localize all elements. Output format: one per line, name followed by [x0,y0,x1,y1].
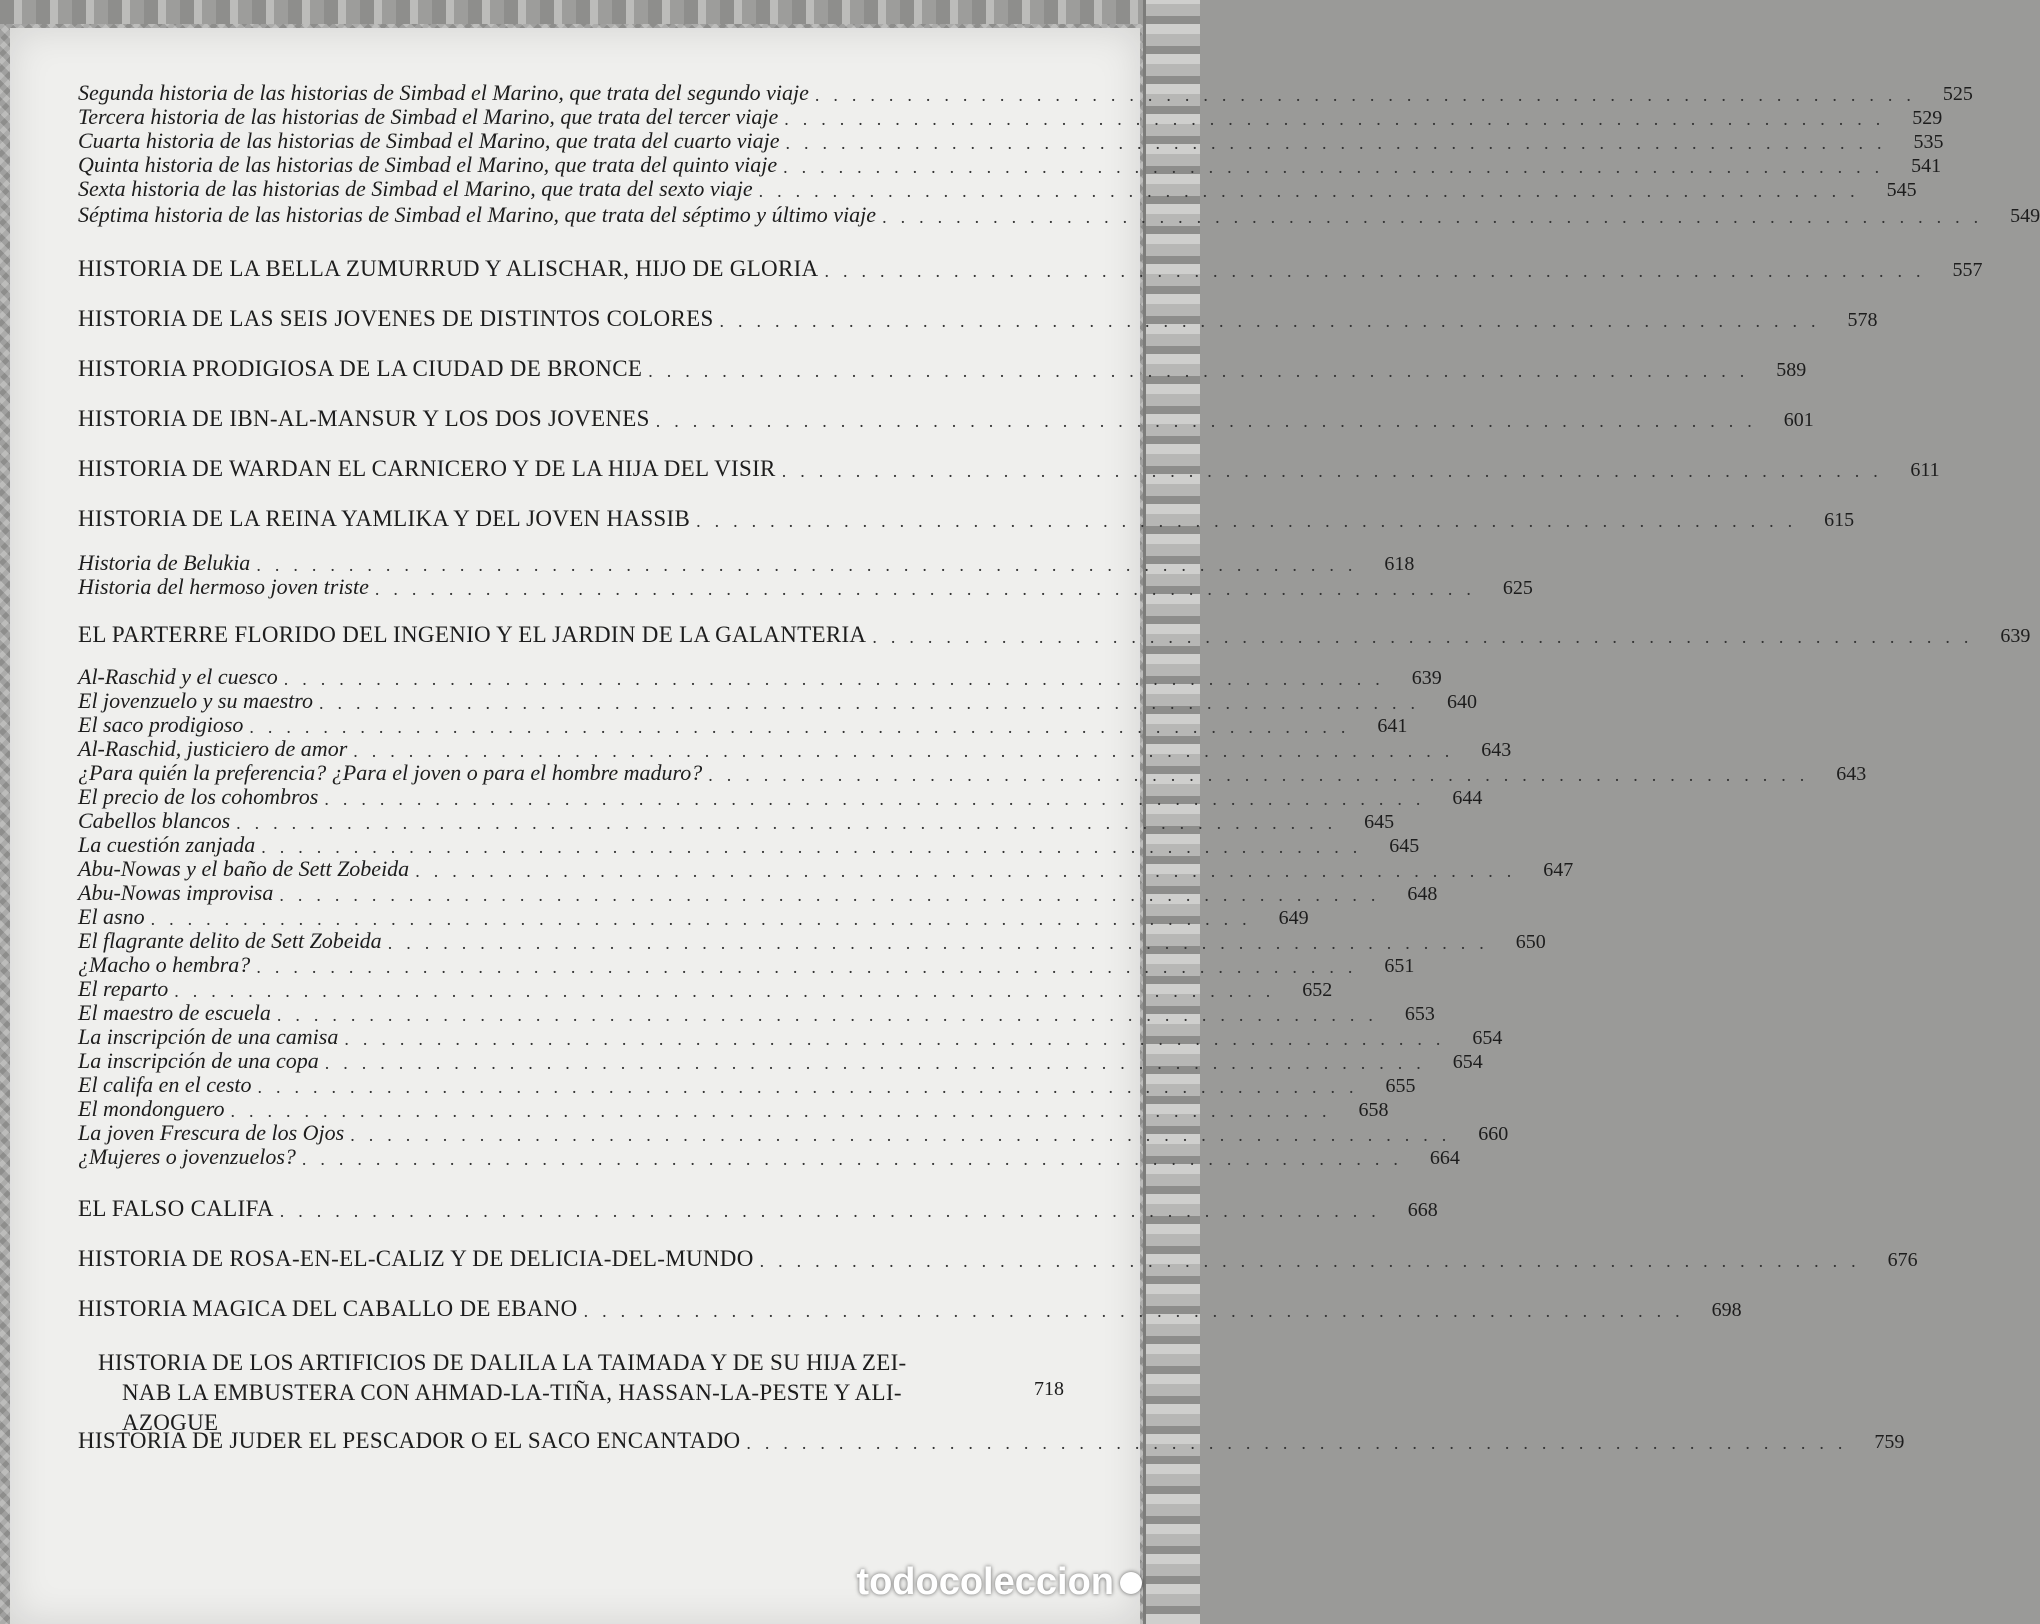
toc-page-number: 645 [1364,811,1395,833]
toc-entry-title: La inscripción de una camisa [78,1024,339,1049]
toc-entry-story [78,1296,1742,1322]
toc-entry-subtale [78,80,1973,106]
toc-page-number: 549 [2010,205,2040,227]
dot-leader: ............................................................ [648,361,1759,381]
toc-entry-title: Abu-Nowas improvisa [78,880,274,905]
dot-leader: ............................................................ [276,1005,1387,1025]
dot-leader: ............................................................ [872,627,1983,647]
toc-entry-subtale [78,152,1942,178]
toc-page-number: 655 [1385,1075,1416,1097]
dot-leader: ............................................................ [696,511,1807,531]
toc-page-number: 643 [1836,763,1867,785]
dot-leader: ............................................................ [708,765,1819,785]
toc-entry-title: HISTORIA MAGICA DEL CABALLO DE EBANO [78,1296,578,1321]
dot-leader: ............................................................ [257,1077,1368,1097]
dot-leader: ............................................................ [324,1053,1435,1073]
dot-leader: ............................................................ [785,133,1896,153]
dot-leader: ............................................................ [882,207,1993,227]
toc-page-number: 654 [1472,1027,1503,1049]
toc-entry-story [78,356,1807,382]
toc-entry-subtale [78,808,1395,834]
toc-page-number: 651 [1384,955,1415,977]
toc-entry-title: HISTORIA PRODIGIOSA DE LA CIUDAD DE BRONCE [78,356,643,381]
toc-page-number: 664 [1429,1147,1460,1169]
dot-leader: ............................................................ [283,669,1394,689]
toc-entry-subtale [78,104,1943,130]
dot-leader: ............................................................ [824,261,1935,281]
toc-entry-subtale [78,1024,1503,1050]
dot-leader: ............................................................ [174,981,1285,1001]
toc-page-number: 676 [1887,1249,1918,1271]
toc-page-number: 625 [1502,577,1533,599]
toc-entry-title: El jovenzuelo y su maestro [78,688,314,713]
toc-entry-title: Sexta historia de las historias de Simbad el Marino, que trata del sexto viaje [78,176,753,201]
toc-entry-title: ¿Mujeres o jovenzuelos? [78,1144,296,1169]
toc-page-number: 529 [1912,107,1943,129]
dot-leader: ............................................................ [781,461,1892,481]
toc-entry-title: HISTORIA DE LA REINA YAMLIKA Y DEL JOVEN HASSIB [78,506,691,531]
toc-entry-title: ¿Para quién la preferencia? ¿Para el joven o para el hombre maduro? [78,760,703,785]
toc-entry-title-line: HISTORIA DE LOS ARTIFICIOS DE DALILA LA TAIMADA Y DE SU HIJA ZEI- [98,1350,907,1375]
toc-entry-title: EL FALSO CALIFA [78,1196,274,1221]
dot-leader: ............................................................ [150,909,1261,929]
dot-leader: ............................................................ [324,789,1435,809]
toc-entry-title: Al-Raschid, justiciero de amor [78,736,348,761]
toc-entry-subtale [78,176,1917,202]
toc-page-number: 658 [1358,1099,1389,1121]
toc-entry-subtale [78,1144,1460,1170]
toc-entry-subtale [78,880,1438,906]
toc-page-number: 535 [1913,131,1944,153]
table-of-contents [10,28,2040,1624]
dot-leader: ............................................................ [814,85,1925,105]
dot-leader: ............................................................ [344,1029,1455,1049]
toc-entry-story [78,1246,1918,1272]
toc-entry-title: El precio de los cohombros [78,784,319,809]
dot-leader: ............................................................ [719,311,1830,331]
toc-entry-story [78,306,1878,332]
dot-leader: ............................................................ [230,1101,1341,1121]
toc-entry-title: HISTORIA DE IBN-AL-MANSUR Y LOS DOS JOVENES [78,406,650,431]
toc-entry-title: HISTORIA DE JUDER EL PESCADOR O EL SACO ENCANTADO [78,1428,741,1453]
toc-entry-title: Cabellos blancos [78,808,231,833]
toc-page-number: 647 [1543,859,1574,881]
toc-entry-title: Historia del hermoso joven triste [78,574,369,599]
toc-entry-title: La cuestión zanjada [78,832,256,857]
toc-page-number: 611 [1910,459,1940,481]
dot-leader: ............................................................ [279,885,1390,905]
dot-leader: ............................................................ [415,861,1526,881]
toc-entry-title: El califa en el cesto [78,1072,252,1097]
dot-leader: ............................................................ [353,741,1464,761]
toc-entry-title: Al-Raschid y el cuesco [78,664,278,689]
toc-entry-subtale [78,952,1415,978]
toc-entry-title: La joven Frescura de los Ojos [78,1120,345,1145]
toc-page-number: 639 [2000,625,2031,647]
toc-entry-subtale [78,128,1944,154]
toc-entry-subtale [78,928,1546,954]
toc-page-number: 541 [1911,155,1942,177]
toc-page-number: 578 [1847,309,1878,331]
toc-entry-subtale [78,1096,1389,1122]
dot-leader: ............................................................ [655,411,1766,431]
toc-entry-story [78,406,1814,432]
toc-entry-subtale [78,760,1867,786]
toc-entry-title: El saco prodigioso [78,712,244,737]
toc-page-number: 640 [1447,691,1478,713]
toc-page-number: 645 [1389,835,1420,857]
dot-leader: ............................................................ [350,1125,1461,1145]
book-page [10,28,2040,1624]
toc-page-number: 589 [1776,359,1807,381]
toc-entry-title: Abu-Nowas y el baño de Sett Zobeida [78,856,410,881]
toc-entry-subtale [78,1048,1483,1074]
ornamental-border-right [1143,0,1200,1624]
toc-entry-subtale [78,664,1442,690]
toc-entry-subtale [78,736,1512,762]
toc-entry-title: El asno [78,904,145,929]
toc-entry-subtale [78,1120,1509,1146]
toc-entry-title: Séptima historia de las historias de Simbad el Marino, que trata del séptimo y último viaje [78,202,877,227]
dot-leader: ............................................................ [583,1301,1694,1321]
watermark [856,1561,1142,1604]
toc-entry-subtale [78,202,2040,228]
toc-entry-title: HISTORIA DE ROSA-EN-EL-CALIZ Y DE DELICIA-DEL-MUNDO [78,1246,754,1271]
toc-entry-story [78,1428,1905,1454]
dot-leader: ............................................................ [236,813,1347,833]
toc-page-number: 698 [1711,1299,1742,1321]
toc-page-number: 718 [1034,1378,1064,1400]
toc-page-number: 639 [1411,667,1442,689]
toc-page-number: 653 [1404,1003,1435,1025]
toc-page-number: 545 [1886,179,1917,201]
toc-page-number: 660 [1478,1123,1509,1145]
dot-leader: ............................................................ [249,717,1360,737]
toc-entry-title: HISTORIA DE LAS SEIS JOVENES DE DISTINTOS COLORES [78,306,714,331]
dot-leader: ............................................................ [758,181,1869,201]
toc-page-number: 644 [1452,787,1483,809]
dot-leader: ............................................................ [746,1433,1857,1453]
toc-entry-subtale [78,856,1574,882]
toc-page-number: 650 [1515,931,1546,953]
toc-page-number: 759 [1874,1431,1905,1453]
toc-entry-title: Tercera historia de las historias de Simbad el Marino, que trata del tercer viaje [78,104,779,129]
dot-leader: ............................................................ [301,1149,1412,1169]
toc-page-number: 601 [1783,409,1814,431]
toc-entry-title: HISTORIA DE LA BELLA ZUMURRUD Y ALISCHAR, HIJO DE GLORIA [78,256,819,281]
toc-page-number: 641 [1377,715,1408,737]
todocoleccion-logo-icon [1120,1572,1142,1594]
toc-entry-subtale [78,784,1483,810]
toc-entry-title: El maestro de escuela [78,1000,271,1025]
dot-leader: ............................................................ [374,579,1485,599]
toc-page-number: 615 [1824,509,1855,531]
dot-leader: ............................................................ [261,837,1372,857]
toc-page-number: 654 [1452,1051,1483,1073]
toc-entry-subtale [78,832,1420,858]
toc-entry-story [78,256,1983,282]
watermark-text: todocoleccion [856,1561,1114,1603]
toc-entry-subtale [78,688,1478,714]
toc-page-number: 618 [1384,553,1415,575]
dot-leader: ............................................................ [783,157,1894,177]
toc-entry-subtale [78,1000,1435,1026]
toc-entry-story [78,506,1855,532]
toc-entry-title: Segunda historia de las historias de Simbad el Marino, que trata del segundo viaje [78,80,809,105]
toc-entry-title: EL PARTERRE FLORIDO DEL INGENIO Y EL JARDIN DE LA GALANTERIA [78,622,867,647]
toc-page-number: 557 [1952,259,1983,281]
toc-entry-title: Historia de Belukia [78,550,251,575]
dot-leader: ............................................................ [387,933,1498,953]
toc-page-number: 525 [1942,83,1973,105]
dot-leader: ............................................................ [784,109,1895,129]
toc-entry-multiline [98,1348,1078,1438]
toc-entry-title: La inscripción de una copa [78,1048,319,1073]
toc-page-number: 643 [1481,739,1512,761]
toc-entry-title: ¿Macho o hembra? [78,952,251,977]
toc-page-number: 648 [1407,883,1438,905]
toc-entry-story [78,456,1940,482]
toc-entry-title: HISTORIA DE WARDAN EL CARNICERO Y DE LA HIJA DEL VISIR [78,456,776,481]
toc-entry-subtale [78,574,1533,600]
toc-entry-story [78,622,2031,648]
toc-entry-title: Quinta historia de las historias de Simbad el Marino, que trata del quinto viaje [78,152,778,177]
dot-leader: ............................................................ [759,1251,1870,1271]
toc-entry-subtale [78,904,1309,930]
toc-entry-subtale [78,1072,1416,1098]
toc-entry-subtale [78,712,1408,738]
toc-entry-story [78,1196,1438,1222]
ornamental-border-top [0,0,1200,24]
toc-page-number: 668 [1407,1199,1438,1221]
toc-entry-title: Cuarta historia de las historias de Simbad el Marino, que trata del cuarto viaje [78,128,780,153]
toc-entry-subtale [78,550,1415,576]
toc-page-number: 652 [1302,979,1333,1001]
toc-entry-subtale [78,976,1333,1002]
toc-entry-title: El flagrante delito de Sett Zobeida [78,928,382,953]
toc-entry-title: El reparto [78,976,169,1001]
dot-leader: ............................................................ [279,1201,1390,1221]
toc-entry-title: El mondonguero [78,1096,225,1121]
dot-leader: ............................................................ [319,693,1430,713]
dot-leader: ............................................................ [256,957,1367,977]
toc-entry-title-line: NAB LA EMBUSTERA CON AHMAD-LA-TIÑA, HASSAN-LA-PESTE Y ALI- [122,1380,902,1405]
toc-page-number: 649 [1278,907,1309,929]
dot-leader: ............................................................ [256,555,1367,575]
toc-entry-title-line: AZOGUE [122,1410,219,1435]
